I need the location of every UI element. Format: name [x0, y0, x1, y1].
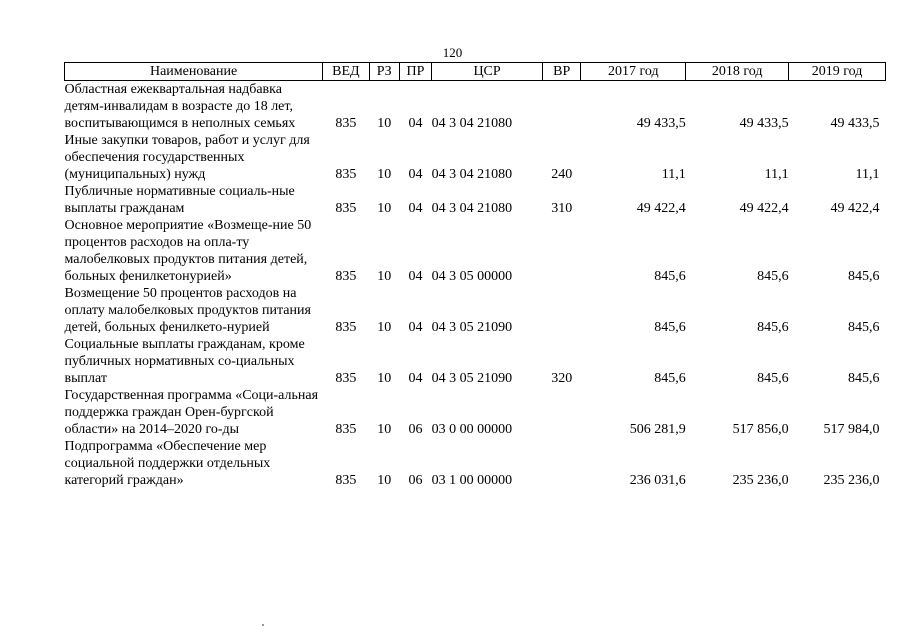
row-pr: 06	[408, 473, 423, 488]
row-name: Публичные нормативные социаль-ные выплаты гражданам	[64, 184, 295, 216]
row-rz: 10	[377, 422, 392, 437]
column-header-csr: ЦСР	[432, 63, 543, 81]
row-csr: 04 3 04 21080	[431, 116, 513, 131]
row-pr: 04	[408, 320, 423, 335]
row-csr: 04 3 05 21090	[431, 371, 513, 386]
table-row	[65, 183, 886, 217]
row-rz: 10	[377, 473, 392, 488]
row-csr: 04 3 05 00000	[431, 269, 513, 284]
row-vr	[543, 217, 581, 285]
column-header-2019: 2019 год	[789, 63, 886, 81]
row-ved: 835	[335, 269, 357, 284]
row-vr	[543, 387, 581, 438]
row-rz: 10	[377, 167, 392, 182]
row-vr	[543, 81, 581, 133]
row-2019: 11,1	[855, 167, 880, 182]
row-csr: 03 1 00 00000	[431, 473, 513, 488]
row-ved: 835	[335, 320, 357, 335]
row-2017: 49 433,5	[636, 116, 686, 131]
column-header-pr: ПР	[399, 63, 431, 81]
row-ved: 835	[335, 116, 357, 131]
row-2019: 49 433,5	[830, 116, 880, 131]
column-header-vr: ВР	[543, 63, 581, 81]
row-rz: 10	[377, 320, 392, 335]
row-pr: 04	[408, 167, 423, 182]
row-rz: 10	[377, 116, 392, 131]
row-2019: 517 984,0	[823, 422, 880, 437]
row-ved: 835	[335, 422, 357, 437]
row-2018: 845,6	[757, 269, 789, 284]
table-row	[65, 387, 886, 438]
table-header-row	[65, 63, 886, 81]
table-row	[65, 285, 886, 336]
row-vr: 310	[551, 201, 573, 216]
row-name: Возмещение 50 процентов расходов на оплату малобелковых продуктов питания детей, больных фенилкето-нурией	[64, 286, 311, 335]
row-pr: 04	[408, 201, 423, 216]
row-name: Основное мероприятие «Возмеще-ние 50 процентов расходов на опла-ту малобелковых продуктов питания детей, больных фенилкетонурией»	[64, 218, 312, 284]
column-header-rz: РЗ	[369, 63, 399, 81]
budget-table	[64, 62, 886, 489]
row-pr: 06	[408, 422, 423, 437]
row-name: Областная ежеквартальная надбавка детям-инвалидам в возрасте до 18 лет, воспитывающимся в неполных семьях	[64, 82, 296, 131]
row-vr	[543, 285, 581, 336]
row-vr	[543, 438, 581, 489]
column-header-name: Наименование	[65, 63, 323, 81]
row-pr: 04	[408, 269, 423, 284]
row-ved: 835	[335, 371, 357, 386]
scan-speck	[262, 624, 264, 626]
row-csr: 04 3 04 21080	[431, 167, 513, 182]
row-2017: 11,1	[661, 167, 686, 182]
row-2017: 845,6	[654, 320, 686, 335]
row-ved: 835	[335, 201, 357, 216]
row-2018: 235 236,0	[732, 473, 789, 488]
row-pr: 04	[408, 116, 423, 131]
row-rz: 10	[377, 269, 392, 284]
row-2019: 49 422,4	[830, 201, 880, 216]
row-csr: 04 3 04 21080	[431, 201, 513, 216]
page-number: 120	[442, 45, 463, 60]
table-row	[65, 438, 886, 489]
table-row	[65, 132, 886, 183]
table-row	[65, 217, 886, 285]
row-name: Государственная программа «Соци-альная поддержка граждан Орен-бургской области» на 2014–2020 го-ды	[64, 388, 319, 437]
row-csr: 04 3 05 21090	[431, 320, 513, 335]
row-2018: 517 856,0	[732, 422, 789, 437]
row-name: Иные закупки товаров, работ и услуг для обеспечения государственных (муниципальных) нужд	[64, 133, 310, 182]
row-vr: 320	[551, 371, 573, 386]
table-row	[65, 336, 886, 387]
row-2017: 506 281,9	[629, 422, 686, 437]
row-2019: 235 236,0	[823, 473, 880, 488]
row-2018: 49 422,4	[739, 201, 789, 216]
row-name: Подпрограмма «Обеспечение мер социальной поддержки отдельных категорий граждан»	[64, 439, 271, 488]
row-ved: 835	[335, 167, 357, 182]
row-2019: 845,6	[848, 371, 880, 386]
column-header-2018: 2018 год	[686, 63, 789, 81]
row-rz: 10	[377, 201, 392, 216]
row-2017: 845,6	[654, 371, 686, 386]
row-2018: 49 433,5	[739, 116, 789, 131]
row-ved: 835	[335, 473, 357, 488]
row-2018: 845,6	[757, 320, 789, 335]
column-header-2017: 2017 год	[581, 63, 686, 81]
row-pr: 04	[408, 371, 423, 386]
row-2019: 845,6	[848, 269, 880, 284]
row-2019: 845,6	[848, 320, 880, 335]
row-2018: 11,1	[764, 167, 789, 182]
row-rz: 10	[377, 371, 392, 386]
row-vr: 240	[551, 167, 573, 182]
table-row	[65, 81, 886, 133]
row-2017: 845,6	[654, 269, 686, 284]
row-2017: 49 422,4	[636, 201, 686, 216]
column-header-ved: ВЕД	[323, 63, 369, 81]
row-2018: 845,6	[757, 371, 789, 386]
row-csr: 03 0 00 00000	[431, 422, 513, 437]
row-2017: 236 031,6	[629, 473, 686, 488]
row-name: Социальные выплаты гражданам, кроме публичных нормативных со-циальных выплат	[64, 337, 305, 386]
